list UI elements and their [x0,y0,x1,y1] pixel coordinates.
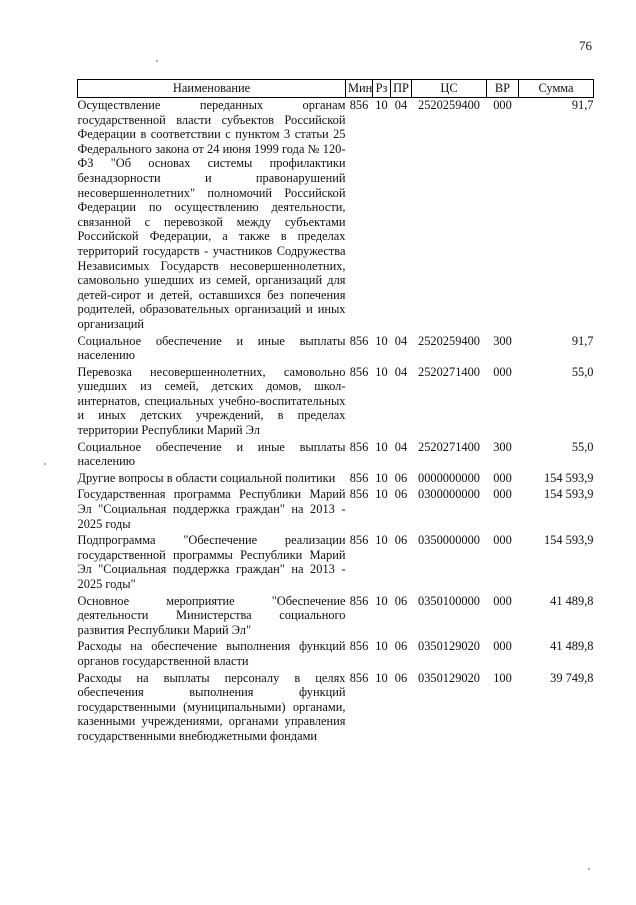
budget-table [77,79,594,746]
row-vr: 000 [493,98,512,112]
row-min: 856 [349,439,369,454]
row-pr: 04 [394,364,408,379]
row-sum: 91,7 [571,333,594,348]
row-vr: 300 [493,439,512,454]
table-row [78,440,594,471]
row-name: Социальное обеспечение и иные выплаты населению [77,439,346,469]
table-row [78,671,594,746]
row-min: 856 [349,670,369,685]
row-cs: 2520271400 [418,439,480,454]
row-sum: 154 593,9 [543,470,594,485]
row-pr: 04 [394,333,408,348]
row-pr: 06 [394,487,408,502]
row-pr: 06 [394,593,408,608]
row-name: Другие вопросы в области социальной политики [77,470,336,485]
row-rz: 10 [375,333,388,348]
table-row [78,639,594,670]
row-rz: 10 [375,364,388,379]
table-header [78,80,594,98]
row-vr: 100 [493,670,512,685]
row-sum: 154 593,9 [543,533,594,548]
row-cs: 0300000000 [418,487,480,502]
table-row [78,471,594,488]
row-rz: 10 [375,439,388,454]
row-rz: 10 [375,639,388,654]
row-pr: 06 [394,470,408,485]
row-sum: 91,7 [571,98,594,112]
row-pr: 04 [394,439,408,454]
row-pr: 04 [394,98,408,112]
row-vr: 000 [493,364,512,379]
row-rz: 10 [375,670,388,685]
header-name: Наименование [78,80,346,98]
scan-speck [588,868,590,870]
row-sum: 39 749,8 [550,670,594,685]
row-pr: 06 [394,670,408,685]
row-rz: 10 [375,487,388,502]
row-name: Осуществление переданных органам государственной власти субъектов Российской Федерации в соответствии с пунктом 3 статьи 25 Федерального закона от 24 июня 1999 года № 120-ФЗ "Об основах системы профилактики безнадзорности и правонарушений несовершеннолетних" полномочий Российской Федерации по осуществлению деятельности, связанной с перевозкой между субъектами Российской Федерации, а также в пределах территорий государств - участников Содружества Независимых Государств несовершеннолетних, самовольно ушедших из семей, организаций для детей-сирот и детей, оставшихся без попечения родителей, образовательных организаций и иных организаций [77,98,346,331]
header-pr: ПР [391,80,412,98]
row-sum: 154 593,9 [543,487,594,502]
table-row [78,98,594,334]
header-min: Мин [346,80,373,98]
row-rz: 10 [375,98,388,112]
row-cs: 2520271400 [418,364,480,379]
row-cs: 2520259400 [418,333,480,348]
row-cs: 0350000000 [418,533,480,548]
row-name: Социальное обеспечение и иные выплаты населению [77,333,346,363]
row-vr: 000 [493,533,512,548]
header-sum: Сумма [519,80,594,98]
row-min: 856 [349,533,369,548]
row-sum: 55,0 [571,439,594,454]
row-sum: 41 489,8 [550,593,594,608]
table-row [78,594,594,640]
row-vr: 000 [493,487,512,502]
header-rz: Рз [373,80,391,98]
row-pr: 06 [394,639,408,654]
row-vr: 000 [493,639,512,654]
row-min: 856 [349,639,369,654]
table-row [78,365,594,440]
row-min: 856 [349,98,369,112]
row-name: Расходы на выплаты персоналу в целях обеспечения выполнения функций государственными (муниципальными) органами, казенными учреждениями, органами управления государственными внебюджетными фондами [77,670,346,743]
scan-speck [44,463,46,465]
row-vr: 300 [493,333,512,348]
row-cs: 0350100000 [418,593,480,608]
row-cs: 0350129020 [418,639,480,654]
row-pr: 06 [394,533,408,548]
header-row [78,80,594,98]
page-number: 76 [579,38,592,53]
row-rz: 10 [375,533,388,548]
row-min: 856 [349,333,369,348]
row-vr: 000 [493,470,512,485]
table-row [78,334,594,365]
row-min: 856 [349,470,369,485]
table-body [78,98,594,746]
row-name: Расходы на обеспечение выполнения функций органов государственной власти [77,639,346,668]
row-rz: 10 [375,470,388,485]
row-min: 856 [349,364,369,379]
table-row [78,533,594,593]
row-min: 856 [349,593,369,608]
row-cs: 2520259400 [418,98,480,112]
scan-speck [156,60,158,62]
table-row [78,487,594,533]
row-name: Перевозка несовершеннолетних, самовольно ушедших из семей, детских домов, школ-интернатов, специальных учебно-воспитательных и иных детских учреждений, в пределах территории Республики Марий Эл [77,364,346,438]
header-vr: ВР [487,80,519,98]
header-cs: ЦС [412,80,487,98]
row-cs: 0350129020 [418,670,480,685]
row-name: Государственная программа Республики Марий Эл "Социальная поддержка граждан" на 2013 - 2025 годы [77,487,346,531]
row-name: Основное мероприятие "Обеспечение деятельности Министерства социального развития Республики Марий Эл" [77,593,346,637]
row-min: 856 [349,487,369,502]
row-name: Подпрограмма "Обеспечение реализации государственной программы Республики Марий Эл "Социальная поддержка граждан" на 2013 - 2025 годы" [77,533,346,591]
row-rz: 10 [375,593,388,608]
row-cs: 0000000000 [418,470,480,485]
row-vr: 000 [493,593,512,608]
row-sum: 41 489,8 [550,639,594,654]
row-sum: 55,0 [571,364,594,379]
